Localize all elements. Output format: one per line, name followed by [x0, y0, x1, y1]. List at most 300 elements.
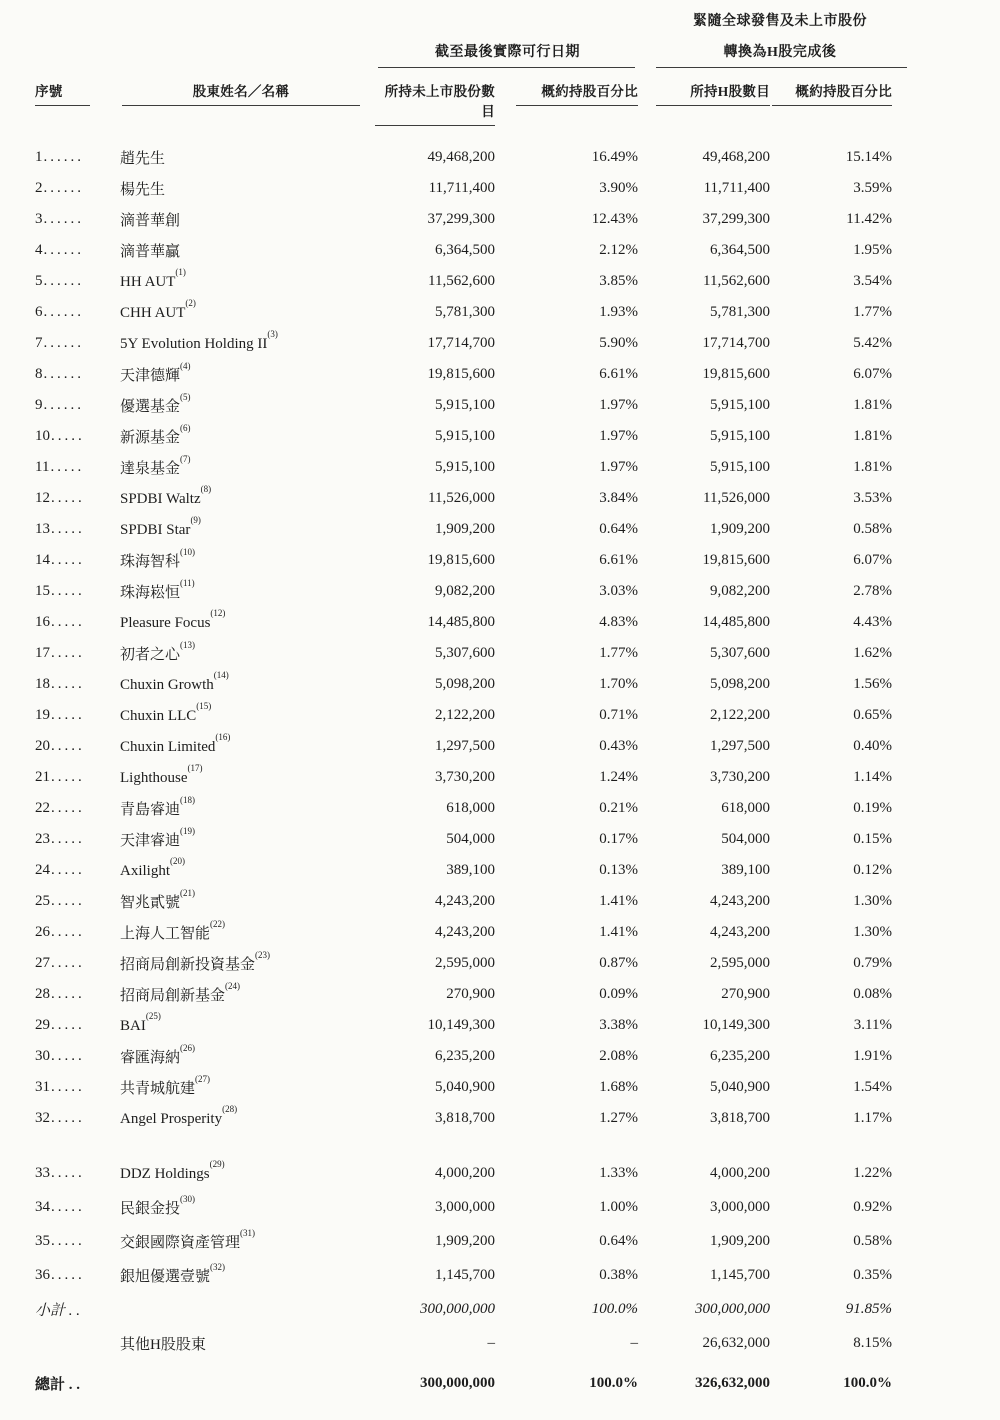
dot-leader: .....	[51, 955, 85, 971]
approx-percentage-2-value: 1.56%	[853, 676, 892, 692]
row-number: 3	[35, 211, 43, 227]
row-number-cell	[35, 211, 120, 228]
row-number-cell	[35, 800, 120, 817]
shareholder-name: 5Y Evolution Holding II	[120, 336, 268, 352]
approx-percentage-1-value: 12.43%	[591, 211, 638, 227]
footnote-ref: (27)	[195, 1074, 211, 1084]
unlisted-shares-value: 3,000,000	[435, 1198, 495, 1215]
table-row	[35, 762, 1000, 793]
row-number-cell	[35, 769, 120, 786]
approx-percentage-1-value: 1.70%	[599, 676, 638, 692]
shareholder-name-cell	[120, 888, 362, 912]
table-row	[35, 669, 1000, 700]
approx-percentage-2-value: 11.42%	[846, 211, 892, 227]
row-number: 30	[35, 1048, 50, 1064]
dot-leader: .....	[51, 614, 85, 630]
table-row	[35, 824, 1000, 855]
dot-leader: .....	[51, 490, 85, 506]
unlisted-shares-value: 3,818,700	[435, 1110, 495, 1126]
column-header-approx-percentage-2: 概約持股百分比	[772, 80, 892, 106]
shareholder-name: Chuxin LLC	[120, 708, 197, 724]
approx-percentage-2-value: 1.91%	[853, 1048, 892, 1064]
approx-percentage-1-value: 3.90%	[599, 180, 638, 196]
column-header-h-shares: 所持H股數目	[656, 80, 770, 106]
footnote-ref: (8)	[200, 484, 212, 494]
shareholder-name: 天津睿迪	[120, 833, 181, 849]
approx-percentage-2-value: 1.17%	[853, 1110, 892, 1126]
row-number: 35	[35, 1232, 50, 1249]
shareholder-name-cell	[120, 392, 362, 416]
footnote-ref: (1)	[175, 267, 186, 277]
h-shares-value: 17,714,700	[702, 335, 770, 351]
shareholder-name: BAI	[120, 1018, 146, 1034]
other-h-h-shares: 26,632,000	[702, 1334, 770, 1351]
approx-percentage-2-value: 1.30%	[853, 924, 892, 940]
dot-leader: .....	[51, 1164, 85, 1181]
row-number-cell	[35, 459, 120, 476]
row-number-cell	[35, 242, 120, 259]
approx-percentage-1-value: 0.38%	[599, 1266, 638, 1283]
shareholder-name-cell	[120, 267, 362, 291]
approx-percentage-2-value: 1.62%	[853, 645, 892, 661]
approx-percentage-2-value: 2.78%	[853, 583, 892, 599]
approx-percentage-1-value: 1.77%	[599, 645, 638, 661]
dot-leader: ......	[43, 397, 84, 413]
row-number-cell	[35, 955, 120, 972]
shareholder-name: 招商局創新基金	[120, 988, 226, 1004]
table-row	[35, 421, 1000, 452]
footnote-ref: (17)	[187, 763, 203, 773]
footnote-ref: (9)	[190, 515, 201, 525]
row-number-cell	[35, 366, 120, 383]
dot-leader: ......	[43, 273, 84, 289]
unlisted-shares-value: 5,915,100	[435, 459, 495, 475]
footnote-ref: (19)	[180, 826, 196, 836]
other-h-shareholders-row	[35, 1326, 1000, 1360]
row-number: 17	[35, 645, 50, 661]
footnote-ref: (5)	[180, 392, 191, 402]
dot-leader: .....	[51, 428, 85, 444]
footnote-ref: (24)	[225, 981, 241, 991]
total-unlisted-shares: 300,000,000	[420, 1374, 495, 1391]
shareholder-name-cell	[120, 763, 362, 787]
footnote-ref: (15)	[196, 701, 212, 711]
unlisted-shares-value: 5,307,600	[435, 645, 495, 661]
row-number-cell	[35, 273, 120, 290]
table-row	[35, 1156, 1000, 1190]
h-shares-value: 618,000	[721, 800, 770, 816]
row-number: 13	[35, 521, 50, 537]
unlisted-shares-value: 5,781,300	[435, 304, 495, 320]
h-shares-value: 5,040,900	[710, 1079, 770, 1095]
shareholder-name: 交銀國際資產管理	[120, 1234, 241, 1251]
shareholder-name: 滴普華創	[120, 213, 181, 229]
unlisted-shares-value: 270,900	[446, 986, 495, 1002]
row-number-cell	[35, 893, 120, 910]
row-number: 18	[35, 676, 50, 692]
approx-percentage-2-value: 6.07%	[853, 552, 892, 568]
approx-percentage-1-value: 16.49%	[591, 149, 638, 165]
unlisted-shares-value: 11,711,400	[428, 180, 495, 196]
shareholder-name-cell	[120, 1158, 362, 1183]
shareholder-name: 滴普華贏	[120, 244, 181, 260]
table-row	[35, 886, 1000, 917]
unlisted-shares-value: 17,714,700	[427, 335, 495, 351]
approx-percentage-2-value: 1.77%	[853, 304, 892, 320]
subtotal-label: 小計 . .	[35, 1302, 81, 1319]
dot-leader: .....	[51, 862, 85, 878]
approx-percentage-1-value: 4.83%	[599, 614, 638, 630]
shareholder-name: Lighthouse	[120, 770, 188, 786]
shareholder-name: 青島睿迪	[120, 802, 181, 818]
footnote-ref: (4)	[180, 361, 191, 371]
shareholder-name: 民銀金投	[120, 1200, 181, 1217]
shareholder-name: 睿匯海納	[120, 1050, 181, 1066]
table-row	[35, 1072, 1000, 1103]
row-number: 19	[35, 707, 50, 723]
approx-percentage-1-value: 3.85%	[599, 273, 638, 289]
shareholder-name: Axilight	[120, 863, 171, 879]
shareholder-name-cell	[120, 826, 362, 850]
shareholder-name: HH AUT	[120, 274, 176, 290]
row-number: 4	[35, 242, 43, 258]
approx-percentage-1-value: 0.13%	[599, 862, 638, 878]
approx-percentage-1-value: 2.12%	[599, 242, 638, 258]
shareholder-name-cell	[120, 454, 362, 478]
row-number: 7	[35, 335, 43, 351]
row-number: 16	[35, 614, 50, 630]
h-shares-value: 5,915,100	[710, 459, 770, 475]
footnote-ref: (31)	[240, 1227, 256, 1238]
table-row	[35, 1258, 1000, 1292]
footnote-ref: (25)	[145, 1011, 161, 1021]
h-shares-value: 11,711,400	[703, 180, 770, 196]
dot-leader: ......	[43, 180, 84, 196]
shareholder-name: 初者之心	[120, 647, 181, 663]
approx-percentage-1-value: 0.64%	[599, 521, 638, 537]
approx-percentage-1-value: 0.71%	[599, 707, 638, 723]
dot-leader: .....	[51, 583, 85, 599]
approx-percentage-2-value: 0.35%	[853, 1266, 892, 1283]
shareholder-name: 上海人工智能	[120, 926, 211, 942]
row-number: 2	[35, 180, 43, 196]
h-shares-value: 4,243,200	[710, 893, 770, 909]
table-row	[35, 979, 1000, 1010]
unlisted-shares-value: 4,243,200	[435, 924, 495, 940]
shareholder-name-cell	[120, 950, 362, 974]
table-row	[35, 700, 1000, 731]
shareholder-name: CHH AUT	[120, 305, 186, 321]
footnote-ref: (6)	[180, 423, 191, 433]
approx-percentage-1-value: 0.09%	[599, 986, 638, 1002]
subtotal-h-shares: 300,000,000	[695, 1300, 770, 1317]
shareholder-name: Angel Prosperity	[120, 1111, 223, 1127]
unlisted-shares-value: 2,122,200	[435, 707, 495, 723]
footnote-ref: (7)	[180, 454, 191, 464]
approx-percentage-2-value: 15.14%	[845, 149, 892, 165]
h-shares-value: 5,915,100	[710, 428, 770, 444]
dot-leader: .....	[51, 1048, 85, 1064]
total-label: 總計 . .	[35, 1376, 81, 1393]
unlisted-shares-value: 9,082,200	[435, 583, 495, 599]
approx-percentage-1-value: 1.41%	[599, 893, 638, 909]
total-row	[35, 1366, 1000, 1400]
header-post-offering-line2: 轉換為H股完成後	[723, 45, 837, 60]
unlisted-shares-value: 5,098,200	[435, 676, 495, 692]
shareholder-name-cell	[120, 981, 362, 1005]
footnote-ref: (11)	[180, 578, 195, 588]
approx-percentage-1-value: 2.08%	[599, 1048, 638, 1064]
row-number: 22	[35, 800, 50, 816]
shareholder-name-cell	[120, 640, 362, 664]
shareholder-name-cell	[120, 732, 362, 756]
footnote-ref: (32)	[210, 1261, 226, 1272]
dot-leader: .....	[51, 800, 85, 816]
unlisted-shares-value: 389,100	[446, 862, 495, 878]
unlisted-shares-value: 1,909,200	[435, 521, 495, 537]
unlisted-shares-value: 19,815,600	[427, 552, 495, 568]
shareholder-name-cell	[120, 1261, 362, 1286]
approx-percentage-1-value: 0.43%	[599, 738, 638, 754]
row-number: 23	[35, 831, 50, 847]
table-row	[35, 1190, 1000, 1224]
dot-leader: .....	[51, 893, 85, 909]
approx-percentage-2-value: 3.11%	[853, 1017, 892, 1033]
approx-percentage-2-value: 0.08%	[853, 986, 892, 1002]
footnote-ref: (18)	[180, 795, 196, 805]
row-number: 29	[35, 1017, 50, 1033]
h-shares-value: 11,562,600	[703, 273, 770, 289]
shareholder-name-cell	[120, 701, 362, 725]
unlisted-shares-value: 6,364,500	[435, 242, 495, 258]
row-number-cell	[35, 986, 120, 1003]
h-shares-value: 3,730,200	[710, 769, 770, 785]
shareholder-name-cell	[120, 795, 362, 819]
approx-percentage-2-value: 1.30%	[853, 893, 892, 909]
shareholder-name-cell	[120, 298, 362, 322]
footnote-ref: (14)	[213, 670, 229, 680]
table-row	[35, 731, 1000, 762]
approx-percentage-1-value: 1.97%	[599, 428, 638, 444]
approx-percentage-2-value: 0.65%	[853, 707, 892, 723]
row-number-cell	[35, 521, 120, 538]
h-shares-value: 5,781,300	[710, 304, 770, 320]
total-percentage-1: 100.0%	[589, 1374, 638, 1391]
row-number-cell	[35, 428, 120, 445]
dot-leader: .....	[51, 738, 85, 754]
h-shares-value: 504,000	[721, 831, 770, 847]
h-shares-value: 11,526,000	[703, 490, 770, 506]
table-row	[35, 545, 1000, 576]
h-shares-value: 3,818,700	[710, 1110, 770, 1126]
row-number: 6	[35, 304, 43, 320]
table-row	[35, 1103, 1000, 1134]
approx-percentage-1-value: 1.27%	[599, 1110, 638, 1126]
row-number: 31	[35, 1079, 50, 1095]
approx-percentage-1-value: 3.38%	[599, 1017, 638, 1033]
shareholder-name: 新源基金	[120, 430, 181, 446]
row-number-cell	[35, 335, 120, 352]
table-row	[35, 142, 1000, 173]
shareholder-name-cell	[120, 547, 362, 571]
approx-percentage-1-value: 1.68%	[599, 1079, 638, 1095]
row-number-cell	[35, 1017, 120, 1034]
approx-percentage-1-value: 0.64%	[599, 1232, 638, 1249]
table-row	[35, 359, 1000, 390]
dot-leader: ......	[43, 304, 84, 320]
row-number-cell	[35, 1233, 120, 1250]
shareholder-name: Chuxin Growth	[120, 677, 214, 693]
row-number-cell	[35, 180, 120, 197]
row-number-cell	[35, 490, 120, 507]
row-number: 21	[35, 769, 50, 785]
shareholder-name: Chuxin Limited	[120, 739, 216, 755]
table-row	[35, 452, 1000, 483]
h-shares-value: 1,909,200	[710, 521, 770, 537]
footnote-ref: (28)	[222, 1104, 238, 1114]
approx-percentage-1-value: 1.41%	[599, 924, 638, 940]
row-number-cell	[35, 924, 120, 941]
dot-leader: .....	[51, 1266, 85, 1283]
dot-leader: .....	[51, 676, 85, 692]
table-row	[35, 514, 1000, 545]
row-number-cell	[35, 676, 120, 693]
approx-percentage-2-value: 0.92%	[853, 1198, 892, 1215]
dot-leader: ......	[43, 242, 84, 258]
dot-leader: ......	[43, 366, 84, 382]
h-shares-value: 9,082,200	[710, 583, 770, 599]
dot-leader: ......	[43, 335, 84, 351]
table-row	[35, 855, 1000, 886]
table-row	[35, 173, 1000, 204]
h-shares-value: 14,485,800	[702, 614, 770, 630]
unlisted-shares-value: 504,000	[446, 831, 495, 847]
row-number: 20	[35, 738, 50, 754]
row-number: 36	[35, 1266, 50, 1283]
footnote-ref: (29)	[209, 1158, 225, 1169]
approx-percentage-2-value: 5.42%	[853, 335, 892, 351]
unlisted-shares-value: 1,297,500	[435, 738, 495, 754]
row-number-cell	[35, 149, 120, 166]
row-number: 26	[35, 924, 50, 940]
unlisted-shares-value: 11,526,000	[428, 490, 495, 506]
shareholder-name: Pleasure Focus	[120, 615, 211, 631]
h-shares-value: 2,595,000	[710, 955, 770, 971]
shareholder-name-cell	[120, 240, 362, 261]
shareholder-name: 智兆貳號	[120, 895, 181, 911]
approx-percentage-2-value: 0.40%	[853, 738, 892, 754]
unlisted-shares-value: 4,000,200	[435, 1164, 495, 1181]
unlisted-shares-value: 5,915,100	[435, 428, 495, 444]
shareholder-name-cell	[120, 578, 362, 602]
subtotal-percentage-2: 91.85%	[845, 1300, 892, 1317]
shareholder-name: 共青城航建	[120, 1081, 196, 1097]
footnote-ref: (16)	[215, 732, 231, 742]
table-row	[35, 390, 1000, 421]
table-row	[35, 1041, 1000, 1072]
approx-percentage-1-value: 5.90%	[599, 335, 638, 351]
dot-leader: .....	[51, 1017, 85, 1033]
row-number: 34	[35, 1198, 50, 1215]
unlisted-shares-value: 5,040,900	[435, 1079, 495, 1095]
table-row	[35, 204, 1000, 235]
subtotal-unlisted-shares: 300,000,000	[420, 1300, 495, 1317]
dot-leader: .....	[51, 1110, 85, 1126]
approx-percentage-2-value: 0.58%	[853, 1232, 892, 1249]
dot-leader: .....	[51, 1079, 85, 1095]
unlisted-shares-value: 19,815,600	[427, 366, 495, 382]
approx-percentage-1-value: 1.97%	[599, 459, 638, 475]
approx-percentage-1-value: 1.00%	[599, 1198, 638, 1215]
shareholder-name-cell	[120, 856, 362, 880]
table-row	[35, 266, 1000, 297]
other-h-percentage-1: –	[630, 1334, 638, 1351]
subtotal-percentage-1: 100.0%	[591, 1300, 638, 1317]
footnote-ref: (12)	[210, 608, 226, 618]
h-shares-value: 49,468,200	[702, 149, 770, 165]
table-row	[35, 235, 1000, 266]
row-number: 8	[35, 366, 43, 382]
table-row	[35, 638, 1000, 669]
approx-percentage-2-value: 0.79%	[853, 955, 892, 971]
footnote-ref: (23)	[255, 950, 271, 960]
approx-percentage-2-value: 1.14%	[853, 769, 892, 785]
approx-percentage-2-value: 0.12%	[853, 862, 892, 878]
dot-leader: ......	[43, 211, 84, 227]
row-number: 9	[35, 397, 43, 413]
row-number: 14	[35, 552, 50, 568]
shareholder-name-cell	[120, 1193, 362, 1218]
dot-leader: .....	[51, 645, 85, 661]
approx-percentage-1-value: 3.03%	[599, 583, 638, 599]
shareholder-name-cell	[120, 178, 362, 199]
row-number: 32	[35, 1110, 50, 1126]
dot-leader: .....	[51, 707, 85, 723]
dot-leader: .....	[51, 986, 85, 1002]
approx-percentage-1-value: 0.17%	[599, 831, 638, 847]
approx-percentage-1-value: 1.93%	[599, 304, 638, 320]
table-row	[35, 793, 1000, 824]
header-post-offering-line1: 緊隨全球發售及未上市股份	[693, 14, 867, 29]
column-header-unlisted-shares: 所持未上市股份數目	[375, 80, 495, 126]
shareholder-name: DDZ Holdings	[120, 1165, 210, 1182]
h-shares-value: 5,098,200	[710, 676, 770, 692]
shareholder-name-cell	[120, 515, 362, 539]
table-row	[35, 328, 1000, 359]
footnote-ref: (30)	[180, 1193, 196, 1204]
h-shares-value: 5,915,100	[710, 397, 770, 413]
approx-percentage-2-value: 1.54%	[853, 1079, 892, 1095]
row-number: 33	[35, 1164, 50, 1181]
h-shares-value: 37,299,300	[702, 211, 770, 227]
total-h-shares: 326,632,000	[695, 1374, 770, 1391]
column-header-approx-percentage-1: 概約持股百分比	[516, 80, 638, 106]
h-shares-value: 10,149,300	[702, 1017, 770, 1033]
dot-leader: .....	[51, 924, 85, 940]
shareholder-name: 達泉基金	[120, 461, 181, 477]
h-shares-value: 5,307,600	[710, 645, 770, 661]
unlisted-shares-value: 4,243,200	[435, 893, 495, 909]
table-row	[35, 1010, 1000, 1041]
approx-percentage-2-value: 1.95%	[853, 242, 892, 258]
shareholder-name-cell	[120, 147, 362, 168]
row-number: 5	[35, 273, 43, 289]
shareholder-name: 銀旭優選壹號	[120, 1268, 211, 1285]
footnote-ref: (26)	[180, 1043, 196, 1053]
row-number-cell	[35, 304, 120, 321]
approx-percentage-1-value: 6.61%	[599, 552, 638, 568]
table-row	[35, 607, 1000, 638]
